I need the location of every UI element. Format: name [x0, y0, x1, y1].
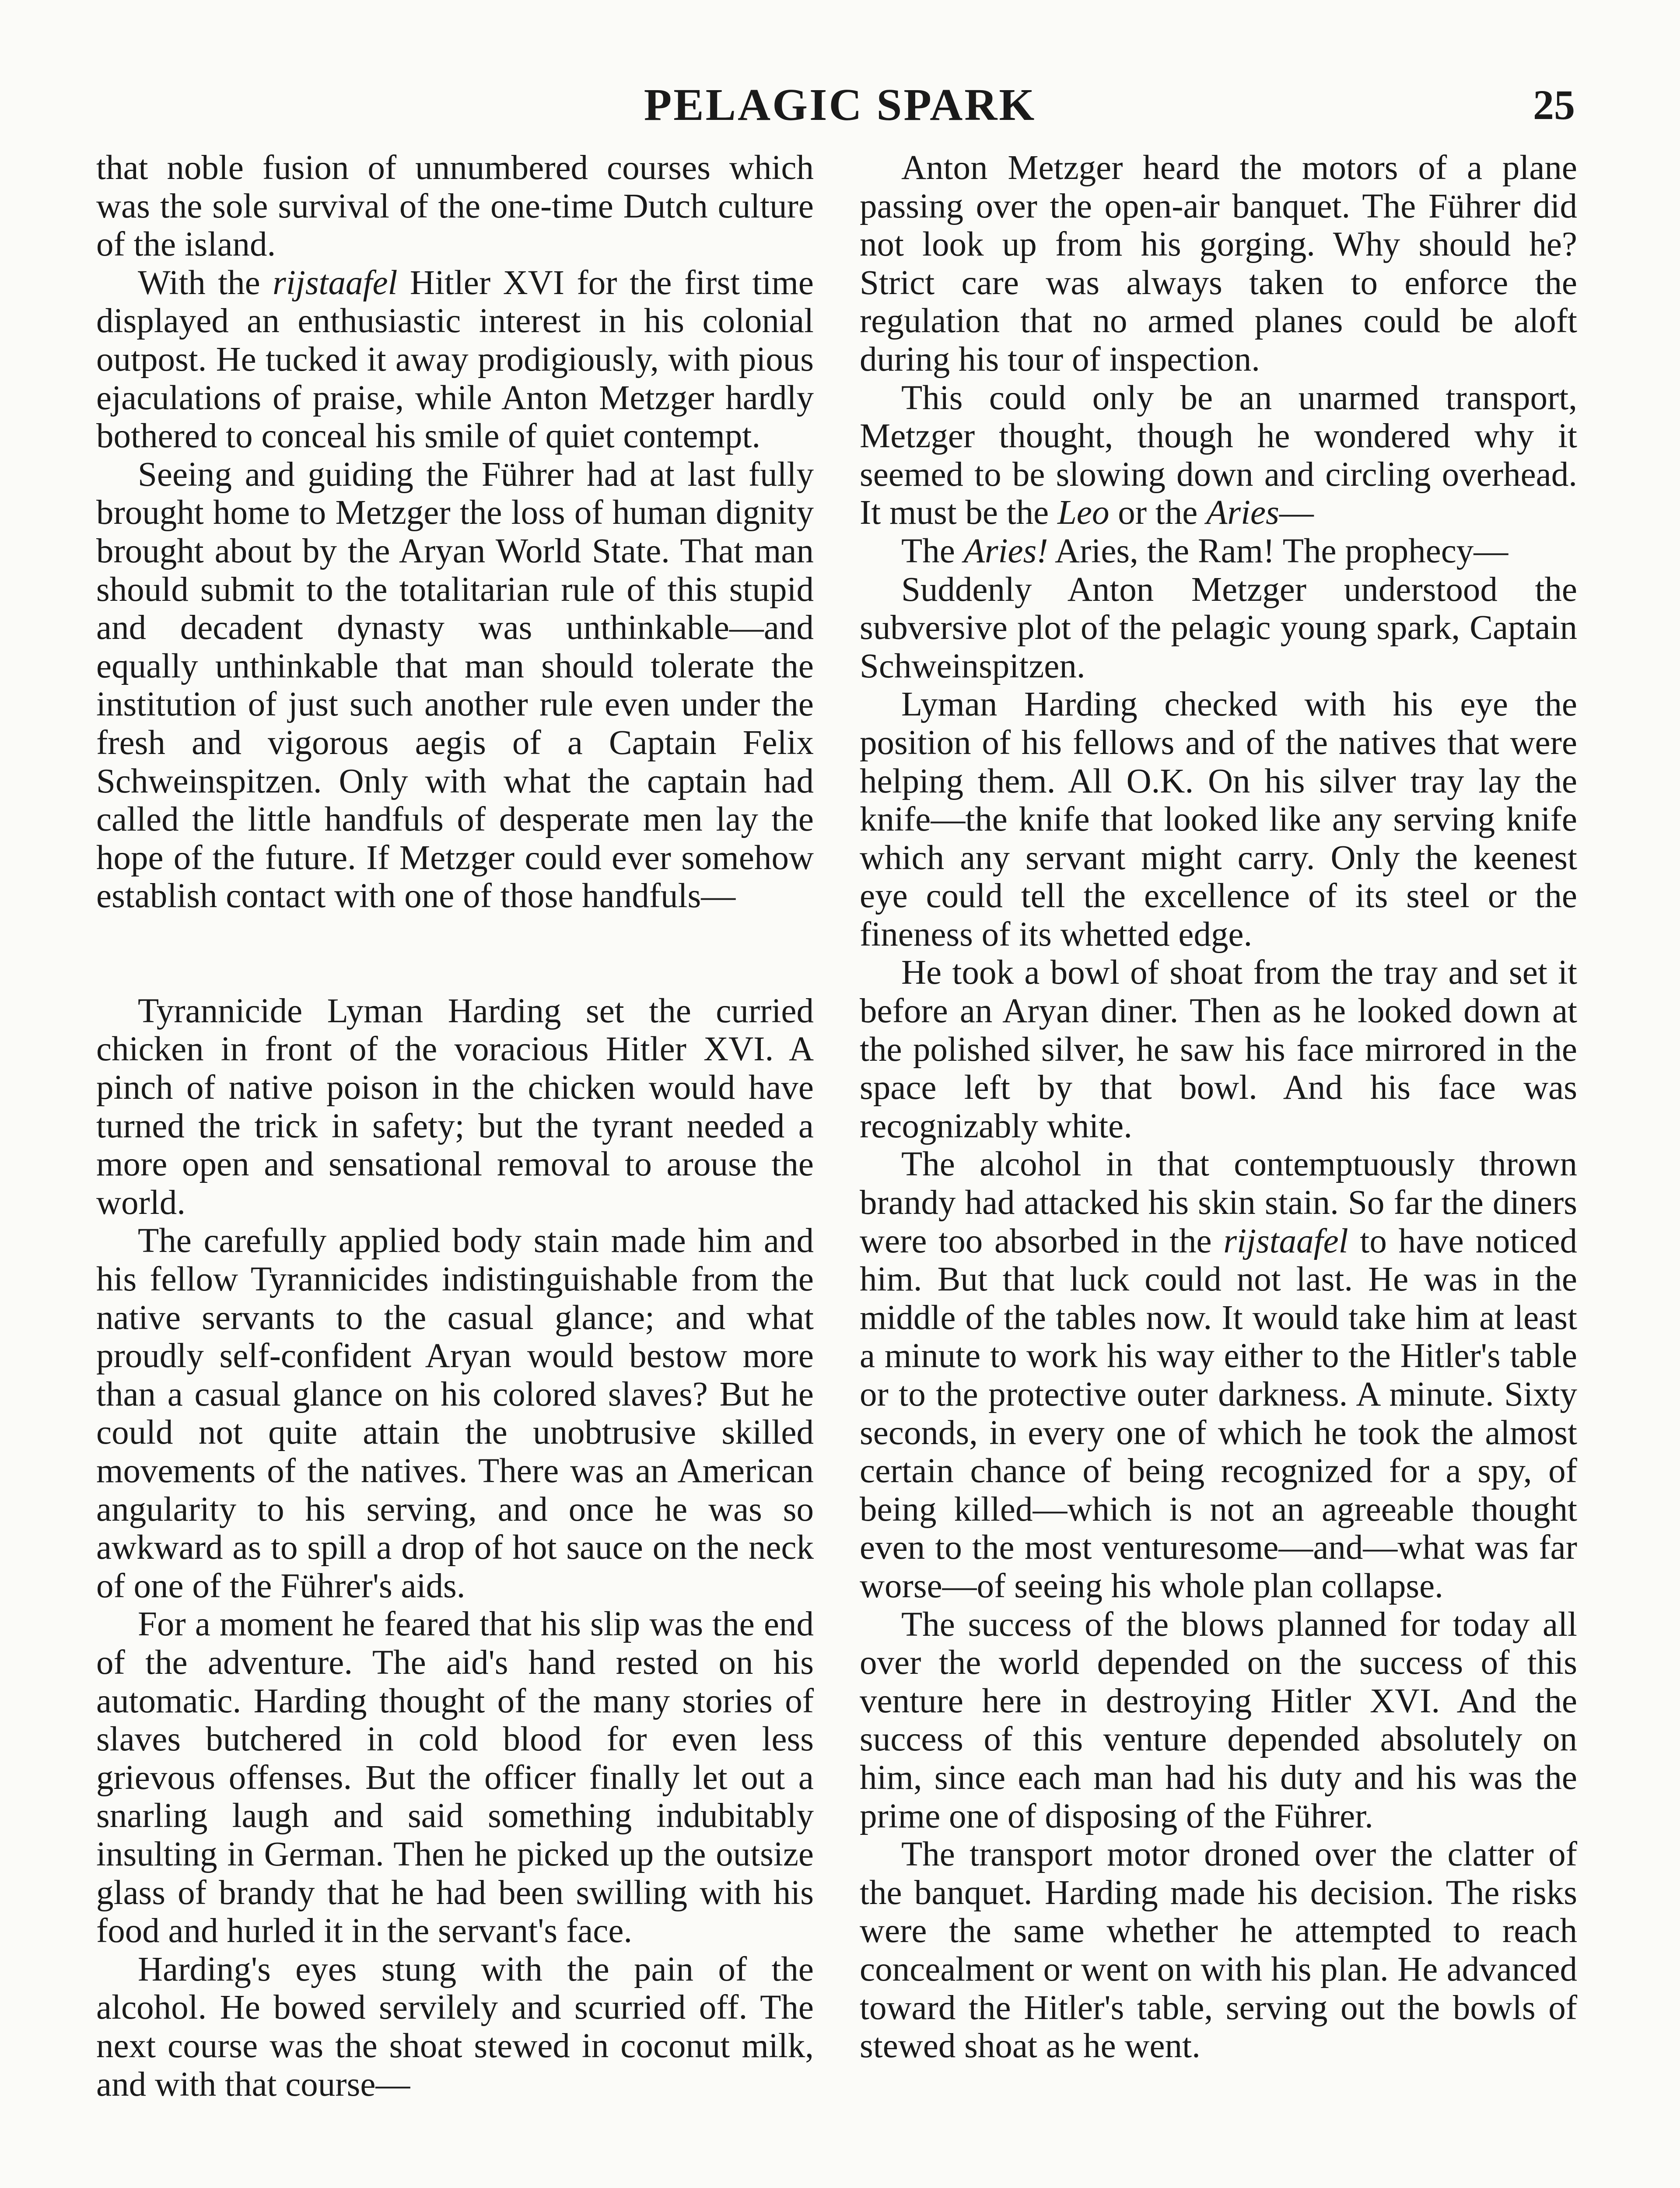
page-number: 25 [1533, 81, 1575, 128]
paragraph [860, 532, 1577, 571]
italic-term: Leo [1057, 494, 1110, 532]
paragraph: Lyman Harding checked with his eye the position of his fellows and of the natives that were helping them. All O.K. On his silver tray lay the knife—the knife that looked like any serving knife which any servant might carry. Only the keenest eye could tell the excellence of its steel or the fineness of its whetted edge. [860, 685, 1577, 954]
paragraph: He took a bowl of shoat from the tray and set it before an Aryan diner. Then as he looked down at the polished silver, he saw his face mirrored in the space left by that bowl. And his face was recognizably white. [860, 954, 1577, 1145]
paragraph: The carefully applied body stain made him and his fellow Tyrannicides indistinguishable from the native servants to the casual glance; and what proudly self-confident Aryan would bestow more than a casual glance on his colored slaves? But he could not quite attain the unobtrusive skilled movements of the natives. There was an American angularity to his serving, and once he was so awkward as to spill a drop of hot sauce on the neck of one of the Führer's aids. [96, 1222, 814, 1605]
paragraph: Suddenly Anton Metzger understood the subversive plot of the pelagic young spark, Captain Schweinspitzen. [860, 570, 1577, 685]
paragraph: Seeing and guiding the Führer had at last fully brought home to Metzger the loss of human dignity brought about by the Aryan World State. That man should submit to the totalitarian rule of this stupid and decadent dynasty was unthinkable—and equally unthinkable that man should tolerate the institution of just such another rule even under the fresh and vigorous aegis of a Captain Felix Schweinspitzen. Only with what the captain had called the little handfuls of desperate men lay the hope of the future. If Metzger could ever somehow establish contact with one of those handfuls— [96, 455, 814, 915]
paragraph-text: to have noticed him. But that luck could not last. He was in the middle of the tables now. It would take him at least a minute to work his way either to the Hitler's table or to the protective outer darkness. A minute. Sixty seconds, in every one of which he took the almost certain chance of being recognized for a spy, of being killed—which is not an agreeable thought even to the most venturesome—and—what was far worse—of seeing his whole plan collapse. [860, 1222, 1577, 1605]
paragraph: Harding's eyes stung with the pain of the alcohol. He bowed servilely and scurried off. The next course was the shoat stewed in coconut milk, and with that course— [96, 1950, 814, 2104]
italic-term: rijstaafel [273, 263, 398, 302]
paragraph-text: Hitler XVI for the first time displayed an enthusiastic interest in his colonial outpost. He tucked it away prodigiously, with pious ejaculations of praise, while Anton Metzger hardly bothered to conceal his smile of quiet contempt. [96, 263, 814, 456]
section-break [96, 915, 814, 992]
paragraph [96, 264, 814, 456]
paragraph-text: — [1279, 494, 1314, 532]
paragraph: For a moment he feared that his slip was the end of the adventure. The aid's hand rested on his automatic. Harding thought of the many stories of slaves butchered in cold blood for even less grievous offenses. But the officer finally let out a snarling laugh and said something indubitably insulting in German. Then he picked up the outsize glass of brandy that he had been swilling with his food and hurled it in the servant's face. [96, 1605, 814, 1950]
paragraph: Anton Metzger heard the motors of a plane passing over the open-air banquet. The Führer did not look up from his gorging. Why should he? Strict care was always taken to enforce the regulation that no armed planes could be aloft during his tour of inspection. [860, 149, 1577, 379]
story-title: PELAGIC SPARK [644, 80, 1036, 130]
paragraph-text: This could only be an unarmed transport, Metzger thought, though he wondered why it seemed to be slowing down and circling overhead. It must be the [860, 379, 1577, 532]
paragraph: The success of the blows planned for today all over the world depended on the success of this venture here in destroying Hitler XVI. And the success of this venture depended absolutely on him, since each man had his duty and his was the prime one of disposing of the Führer. [860, 1605, 1577, 1835]
paragraph: that noble fusion of unnumbered courses which was the sole survival of the one-time Dutch culture of the island. [96, 149, 814, 264]
italic-term: rijstaafel [1223, 1222, 1348, 1260]
paragraph-text: or the [1109, 494, 1207, 532]
paragraph [860, 379, 1577, 532]
paragraph-text: The [901, 532, 964, 570]
italic-term: Aries [1206, 494, 1279, 532]
paragraph-text: Aries, the Ram! The prophecy— [1048, 532, 1508, 570]
paragraph: Tyrannicide Lyman Harding set the curried chicken in front of the voracious Hitler XVI. A pinch of native poison in the chicken would have turned the trick in safety; but the tyrant needed a more open and sensational removal to arouse the world. [96, 992, 814, 1222]
paragraph-text: The alcohol in that contemptuously thrown brandy had attacked his skin stain. So far the diners were too absorbed in the [860, 1145, 1577, 1260]
running-head [0, 74, 1680, 136]
paragraph [860, 1145, 1577, 1605]
left-column [96, 149, 814, 2104]
right-column [860, 149, 1577, 2065]
paragraph: The transport motor droned over the clatter of the banquet. Harding made his decision. The risks were the same whether he attempted to reach concealment or went on with his plan. He advanced toward the Hitler's table, serving out the bowls of stewed shoat as he went. [860, 1835, 1577, 2065]
italic-term: Aries! [963, 532, 1048, 570]
paragraph-text: With the [138, 263, 273, 302]
